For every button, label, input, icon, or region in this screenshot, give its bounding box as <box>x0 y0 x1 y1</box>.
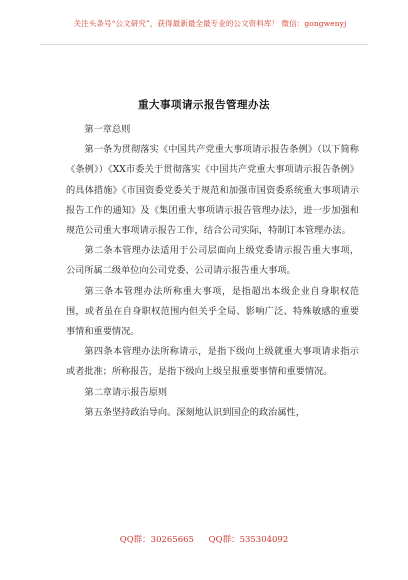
header-divider <box>40 44 368 45</box>
chapter-heading-2: 第二章请示报告原则 <box>84 386 168 398</box>
document-title: 重大事项请示报告管理办法 <box>138 99 270 111</box>
footer-qq-group-1: QQ群：30265665 <box>119 535 194 545</box>
article-1-paragraph: 第一条为贯彻落实《中国共产党重大事项请示报告条例》（以下简称《条例》）《XX市委关于贯彻落实《中国共产党重大事项请示报告条例》的具体措施》《市国资委党委关于规范和加强市国资委系统重大事项请示报告工作的通知》及《集团重大事项请示报告管理办法》，进一步加强和规范公司重大事项请示报告工作，结合公司实际，特制订本管理办法。 <box>66 144 359 237</box>
article-2-paragraph: 第二条本管理办法适用于公司层面向上级党委请示报告重大事项，公司所属二级单位向公司党委、公司请示报告重大事项。 <box>66 245 359 277</box>
footer-contact <box>0 533 408 545</box>
chapter-heading-1: 第一章总则 <box>84 124 131 135</box>
article-5-paragraph: 第五条坚持政治导向。深刻地认识到国企的政治属性， <box>84 406 305 418</box>
document-body <box>66 120 359 423</box>
header-promo-text: 关注头条号“公文研究”，获得最新最全最专业的公文资料库！ 微信：gongwenyj <box>73 19 347 28</box>
article-3-paragraph: 第三条本管理办法所称重大事项，是指超出本级企业自身职权范围，或者虽在自身职权范围内但关乎全局、影响广泛、特殊敏感的重要事情和重要情况。 <box>66 285 359 338</box>
article-4-paragraph: 第四条本管理办法所称请示，是指下级向上级就重大事项请求指示或者批准；所称报告，是指下级向上级呈报重要事情和重要情况。 <box>66 346 359 378</box>
footer-qq-group-2: QQ群：535304092 <box>208 535 289 545</box>
